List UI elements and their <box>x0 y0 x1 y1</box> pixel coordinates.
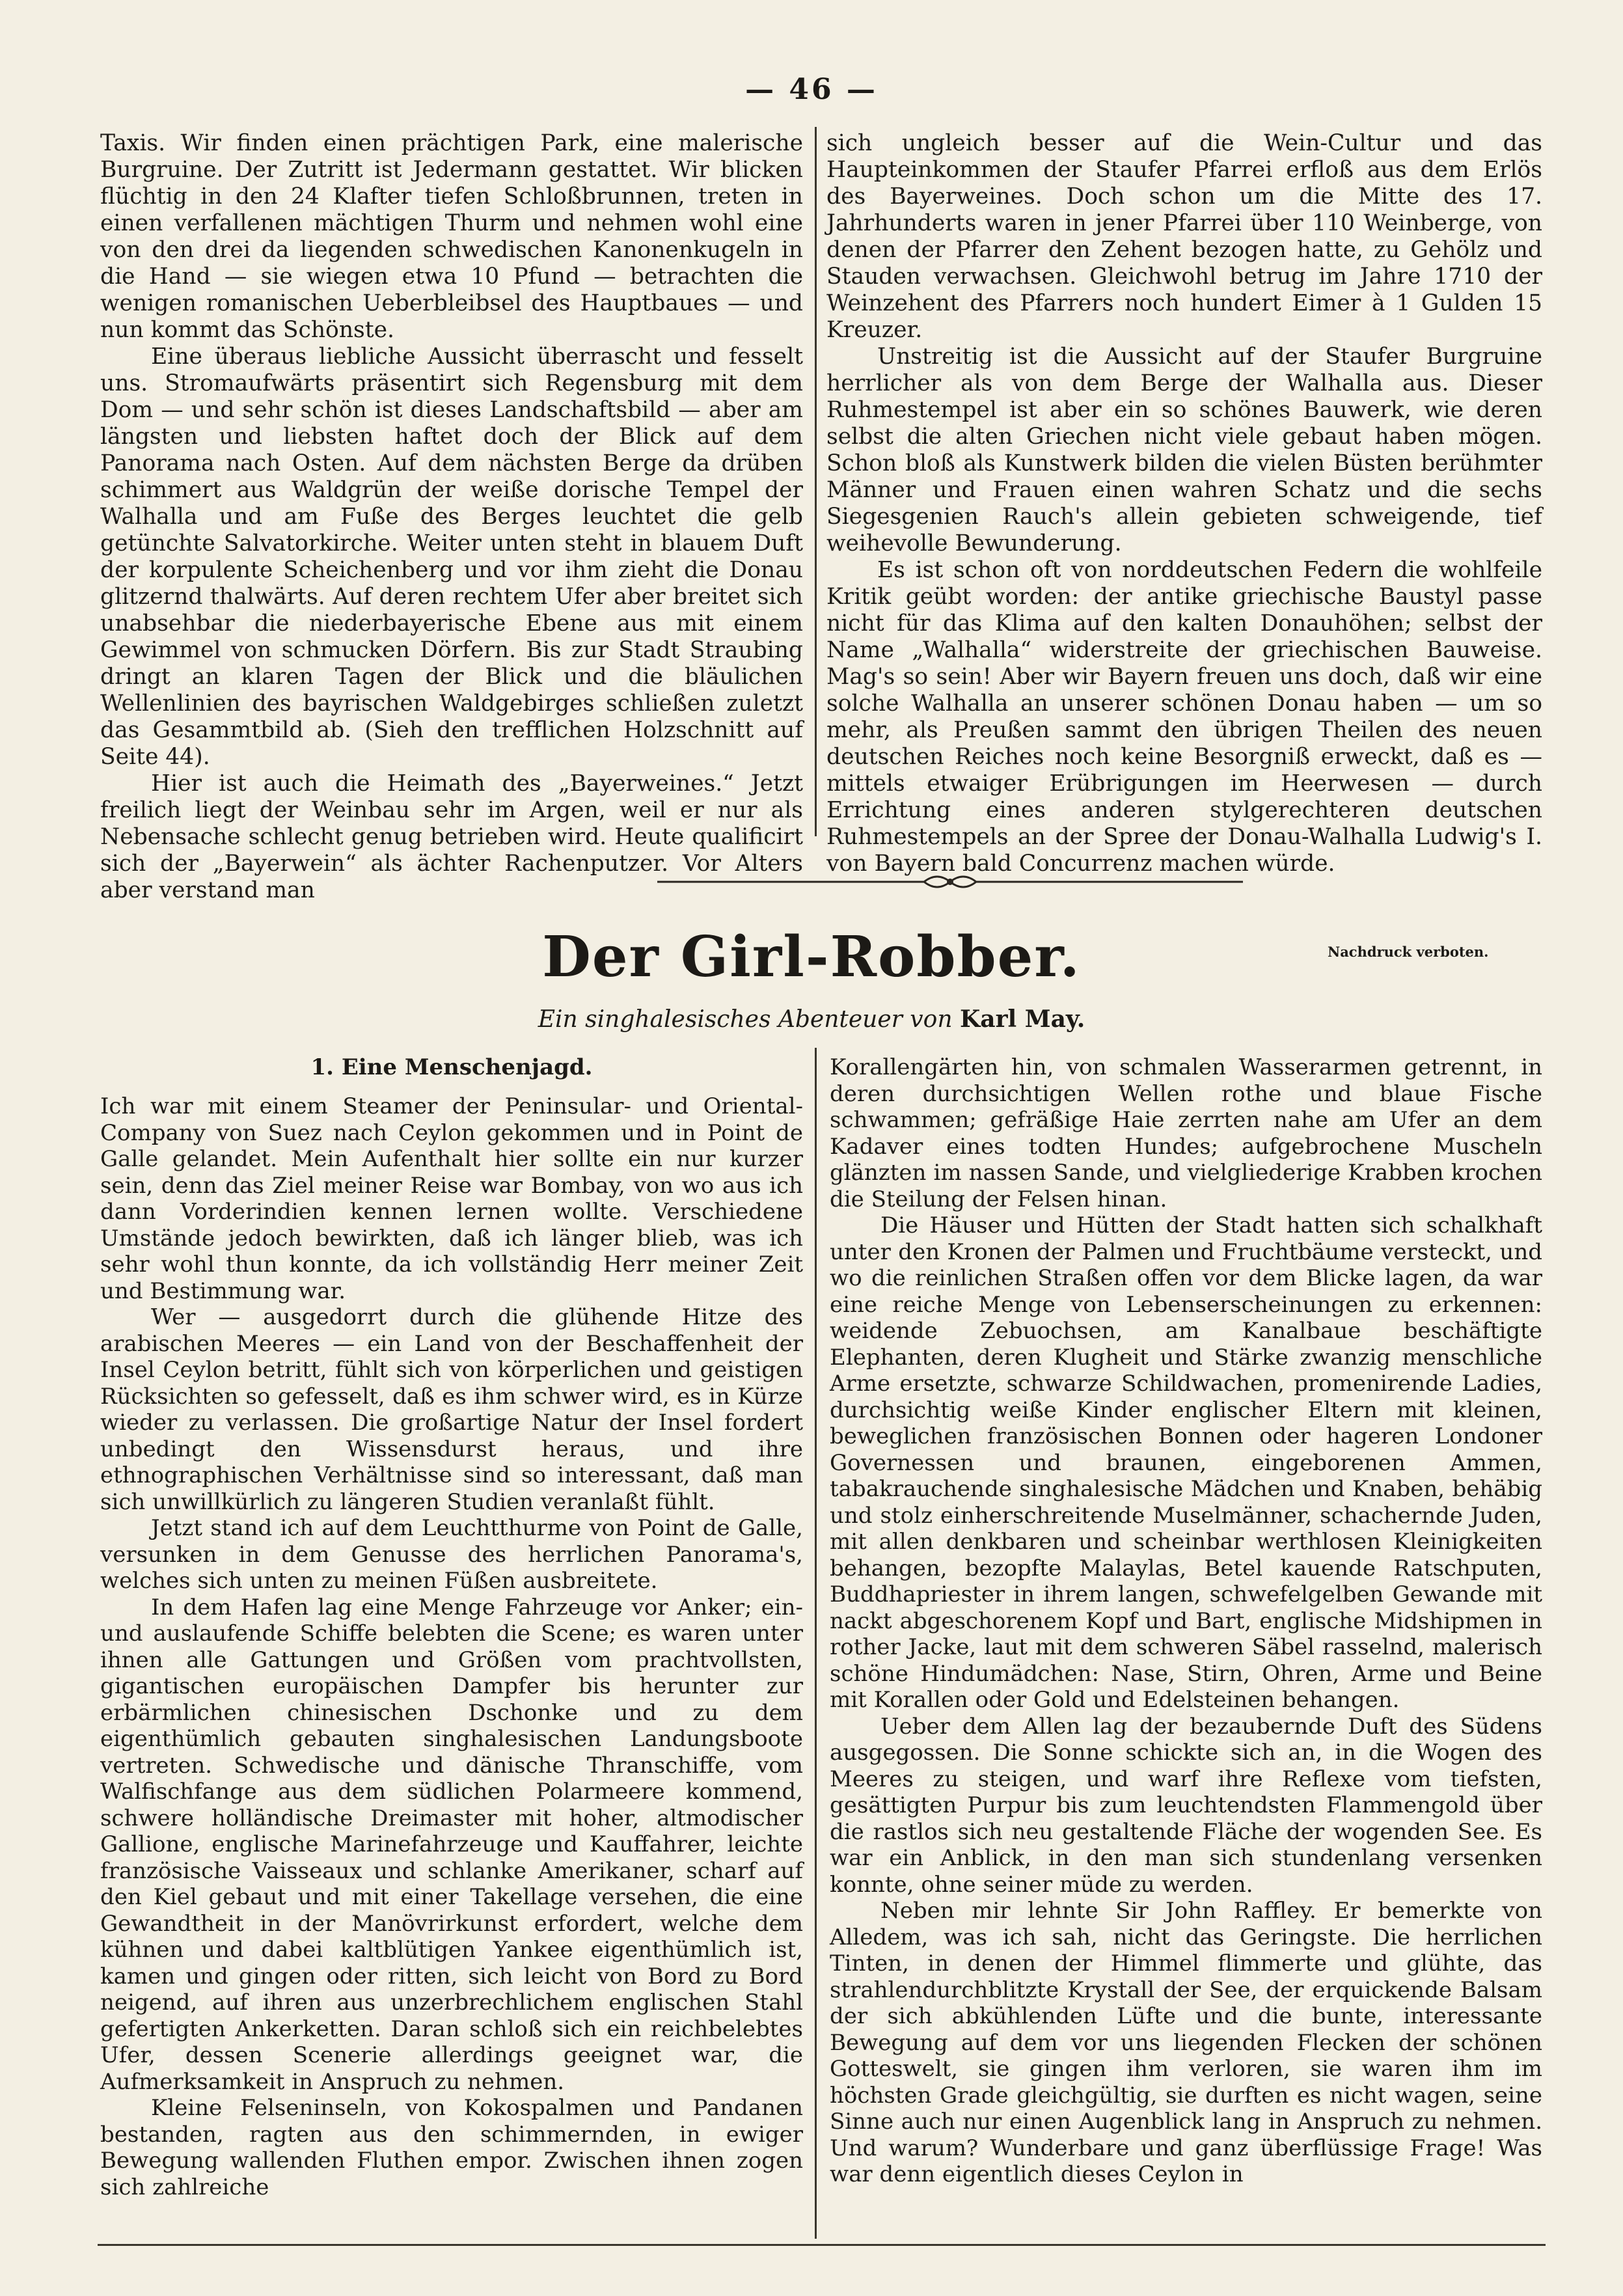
page-number: — 46 — <box>745 73 878 106</box>
paragraph: In dem Hafen lag eine Menge Fahrzeuge vor Anker; ein- und auslaufende Schiffe belebten die Scene; es waren unter ihnen alle Gattungen und Größen vom prachtvollsten, gigantischen europäischen Dampfer bis herunter zur erbärmlichen chinesischen Dschonke und zu dem eigenthümlich gebauten singhalesischen Landungsboote vertreten. Schwedische und dänische Thranschiffe, vom Walfischfange aus dem südlichen Polarmeere kommend, schwere holländische Dreimaster mit hoher, altmodischer Gallione, englische Marinefahrzeuge und Kauffahrer, leichte französische Vaisseaux und schlanke Amerikaner, scharf auf den Kiel gebaut und mit einer Takellage versehen, die eine Gewandtheit in der Manövrirkunst erfordert, welche dem kühnen und dabei kaltblütigen Yankee eigenthümlich ist, kamen und gingen oder ritten, sich leicht von Bord zu Bord neigend, auf ihren aus unzerbrechlichem englischen Stahl gefertigten Ankerketten. Daran schloß sich ein reichbelebtes Ufer, dessen Scenerie allerdings geeignet war, die Aufmerksamkeit in Anspruch zu nehmen. <box>100 1594 803 2095</box>
column-divider <box>815 127 817 836</box>
story-subtitle <box>0 1005 1623 1033</box>
subtitle-text: Ein singhalesisches Abenteuer von <box>538 1006 953 1033</box>
article-top-right-column <box>826 130 1542 877</box>
section-ornament <box>657 869 1243 895</box>
paragraph: Neben mir lehnte Sir John Raffley. Er bemerkte von Alledem, was ich sah, nicht das Geringste. Die herrlichen Tinten, in denen der Himmel flimmerte und glühte, das strahlendurchblitzte Krystall der See, der erquickende Balsam der sich abkühlenden Lüfte und die bunte, interessante Bewegung auf dem vor uns liegenden Flecken der schönen Gotteswelt, sie gingen ihm verloren, sie waren ihm im höchsten Grade gleichgültig, sie durften es nicht wagen, seine Sinne auch nur einen Augenblick lang in Anspruch zu nehmen. Und warum? Wunderbare und ganz überflüssige Frage! Was war denn eigentlich dieses Ceylon in <box>830 1898 1542 2187</box>
reprint-notice: Nachdruck verboten. <box>1328 944 1489 960</box>
author-name: Karl May. <box>959 1005 1085 1033</box>
story-title: Der Girl-Robber. <box>542 924 1081 990</box>
column-divider <box>815 1048 817 2239</box>
article-top-left-column <box>100 130 803 904</box>
bottom-rule <box>98 2244 1546 2246</box>
paragraph: Eine überaus liebliche Aussicht überrascht und fesselt uns. Stromaufwärts präsentirt sich Regensburg mit dem Dom — und sehr schön ist dieses Landschaftsbild — aber am längsten und liebsten haftet doch der Blick auf dem Panorama nach Osten. Auf dem nächsten Berge da drüben schimmert aus Waldgrün der weiße dorische Tempel der Walhalla und am Fuße des Berges leuchtet die gelb getünchte Salvatorkirche. Weiter unten steht in blauem Duft der korpulente Scheichenberg und vor ihm zieht die Donau glitzernd thalwärts. Auf deren rechtem Ufer aber breitet sich unabsehbar die niederbayerische Ebene aus mit einem Gewimmel von schmucken Dörfern. Bis zur Stadt Straubing dringt an klaren Tagen der Blick und die bläulichen Wellenlinien des bayrischen Waldgebirges schließen zuletzt das Gesammtbild ab. (Sieh den trefflichen Holzschnitt auf Seite 44). <box>100 344 803 770</box>
paragraph: Die Häuser und Hütten der Stadt hatten sich schalkhaft unter den Kronen der Palmen und Fruchtbäume versteckt, und wo die reinlichen Straßen offen vor dem Blicke lagen, da war eine reiche Menge von Lebenserscheinungen zu erkennen: weidende Zebuochsen, am Kanalbaue beschäftigte Elephanten, deren Klugheit und Stärke zwanzig menschliche Arme ersetzte, schwarze Schildwachen, promenirende Ladies, durchsichtig weiße Kinder englischer Eltern mit kleinen, beweglichen französischen Bonnen oder hageren Londoner Governessen und braunen, eingeborenen Ammen, tabakrauchende singhalesische Mädchen und Knaben, behäbig und stolz einherschreitende Muselmänner, schachernde Juden, mit allen denkbaren und scheinbar werthlosen Kleinigkeiten behangen, bezopfte Malaylas, Betel kauende Ratschputen, Buddhapriester in ihrem langen, schwefelgelben Gewande mit nackt abgeschorenem Kopf und Bart, englische Midshipmen in rother Jacke, laut mit dem schweren Säbel rasselnd, malerisch schöne Hindumädchen: Nase, Stirn, Ohren, Arme und Beine mit Korallen oder Gold und Edelsteinen behangen. <box>830 1212 1542 1713</box>
paragraph: sich ungleich besser auf die Wein-Cultur und das Haupteinkommen der Staufer Pfarrei erfloß aus dem Erlös des Bayerweines. Doch schon um die Mitte des 17. Jahrhunderts waren in jener Pfarrei über 110 Weinberge, von denen der Pfarrer den Zehent bezogen hatte, zu Gehölz und Stauden verwachsen. Gleichwohl betrug im Jahre 1710 der Weinzehent des Pfarrers noch hundert Eimer à 1 Gulden 15 Kreuzer. <box>826 130 1542 343</box>
story-left-column <box>100 1093 803 2200</box>
paragraph: Hier ist auch die Heimath des „Bayerweines.“ Jetzt freilich liegt der Weinbau sehr im Argen, weil er nur als Nebensache schlecht genug betrieben wird. Heute qualificirt sich der „Bayerwein“ als ächter Rachenputzer. Vor Alters aber verstand man <box>100 771 803 903</box>
paragraph: Korallengärten hin, von schmalen Wasserarmen getrennt, in deren durchsichtigen Wellen rothe und blaue Fische schwammen; gefräßige Haie zerrten nahe am Ufer an dem Kadaver eines todten Hundes; aufgebrochene Muscheln glänzten im nassen Sande, und vielgliederige Krabben krochen die Steilung der Felsen hinan. <box>830 1054 1542 1212</box>
paragraph: Ueber dem Allen lag der bezaubernde Duft des Südens ausgegossen. Die Sonne schickte sich an, in die Wogen des Meeres zu steigen, und warf ihre Reflexe vom tiefsten, gesättigten Purpur bis zum leuchtendsten Flammengold über die rastlos sich neu gestaltende Fläche der wogenden See. Es war ein Anblick, in den man sich stundenlang versenken konnte, ohne seiner müde zu werden. <box>830 1713 1542 1898</box>
paragraph: Unstreitig ist die Aussicht auf der Staufer Burgruine herrlicher als von dem Berge der Walhalla aus. Dieser Ruhmestempel ist aber ein so schönes Bauwerk, wie deren selbst die alten Griechen nicht viele gebaut haben mögen. Schon bloß als Kunstwerk bilden die vielen Büsten berühmter Männer und Frauen einen wahren Schatz und die sechs Siegesgenien Rauch's allein gebieten schweigende, tief weihevolle Bewunderung. <box>826 344 1542 556</box>
paragraph: Kleine Felseninseln, von Kokospalmen und Pandanen bestanden, ragten aus den schimmernden, in ewiger Bewegung wallenden Fluthen empor. Zwischen ihnen zogen sich zahlreiche <box>100 2095 803 2200</box>
paragraph: Jetzt stand ich auf dem Leuchtthurme von Point de Galle, versunken in dem Genusse des herrlichen Panorama's, welches sich unten zu meinen Füßen ausbreitete. <box>100 1515 803 1594</box>
chapter-heading: 1. Eine Menschenjagd. <box>310 1054 593 1080</box>
paragraph: Wer — ausgedorrt durch die glühende Hitze des arabischen Meeres — ein Land von der Beschaffenheit der Insel Ceylon betritt, fühlt sich von körperlichen und geistigen Rücksichten so gefesselt, daß es ihm schwer wird, es in Kürze wieder zu verlassen. Die großartige Natur der Insel fordert unbedingt den Wissensdurst heraus, und ihre ethnographischen Verhältnisse sind so interessant, daß man sich unwillkürlich zu längeren Studien veranlaßt fühlt. <box>100 1304 803 1515</box>
paragraph: Es ist schon oft von norddeutschen Federn die wohlfeile Kritik geübt worden: der antike griechische Baustyl passe nicht für das Klima auf den kalten Donauhöhen; selbst der Name „Walhalla“ widerstreite der griechischen Bauweise. Mag's so sein! Aber wir Bayern freuen uns doch, daß wir eine solche Walhalla an unserer schönen Donau haben — um so mehr, als Preußen sammt den übrigen Theilen des neuen deutschen Reiches noch keine Besorgniß erweckt, daß es — mittels etwaiger Erübrigungen im Heerwesen — durch Errichtung eines anderen stylgerechteren deutschen Ruhmestempels an der Spree der Donau-Walhalla Ludwig's I. von Bayern bald Concurrenz machen würde. <box>826 557 1542 877</box>
paragraph: Taxis. Wir finden einen prächtigen Park, eine malerische Burgruine. Der Zutritt ist Jedermann gestattet. Wir blicken flüchtig in den 24 Klafter tiefen Schloßbrunnen, treten in einen verfallenen mächtigen Thurm und nehmen wohl eine von den drei da liegenden schwedischen Kanonenkugeln in die Hand — sie wiegen etwa 10 Pfund — betrachten die wenigen romanischen Ueberbleibsel des Hauptbaues — und nun kommt das Schönste. <box>100 130 803 343</box>
paragraph: Ich war mit einem Steamer der Peninsular- und Oriental-Company von Suez nach Ceylon gekommen und in Point de Galle gelandet. Mein Aufenthalt hier sollte ein nur kurzer sein, denn das Ziel meiner Reise war Bombay, von wo aus ich dann Vorderindien kennen lernen wollte. Verschiedene Umstände jedoch bewirkten, daß ich länger blieb, was ich sehr wohl thun konnte, da ich vollständig Herr meiner Zeit und Bestimmung war. <box>100 1093 803 1304</box>
story-right-column <box>830 1054 1542 2188</box>
